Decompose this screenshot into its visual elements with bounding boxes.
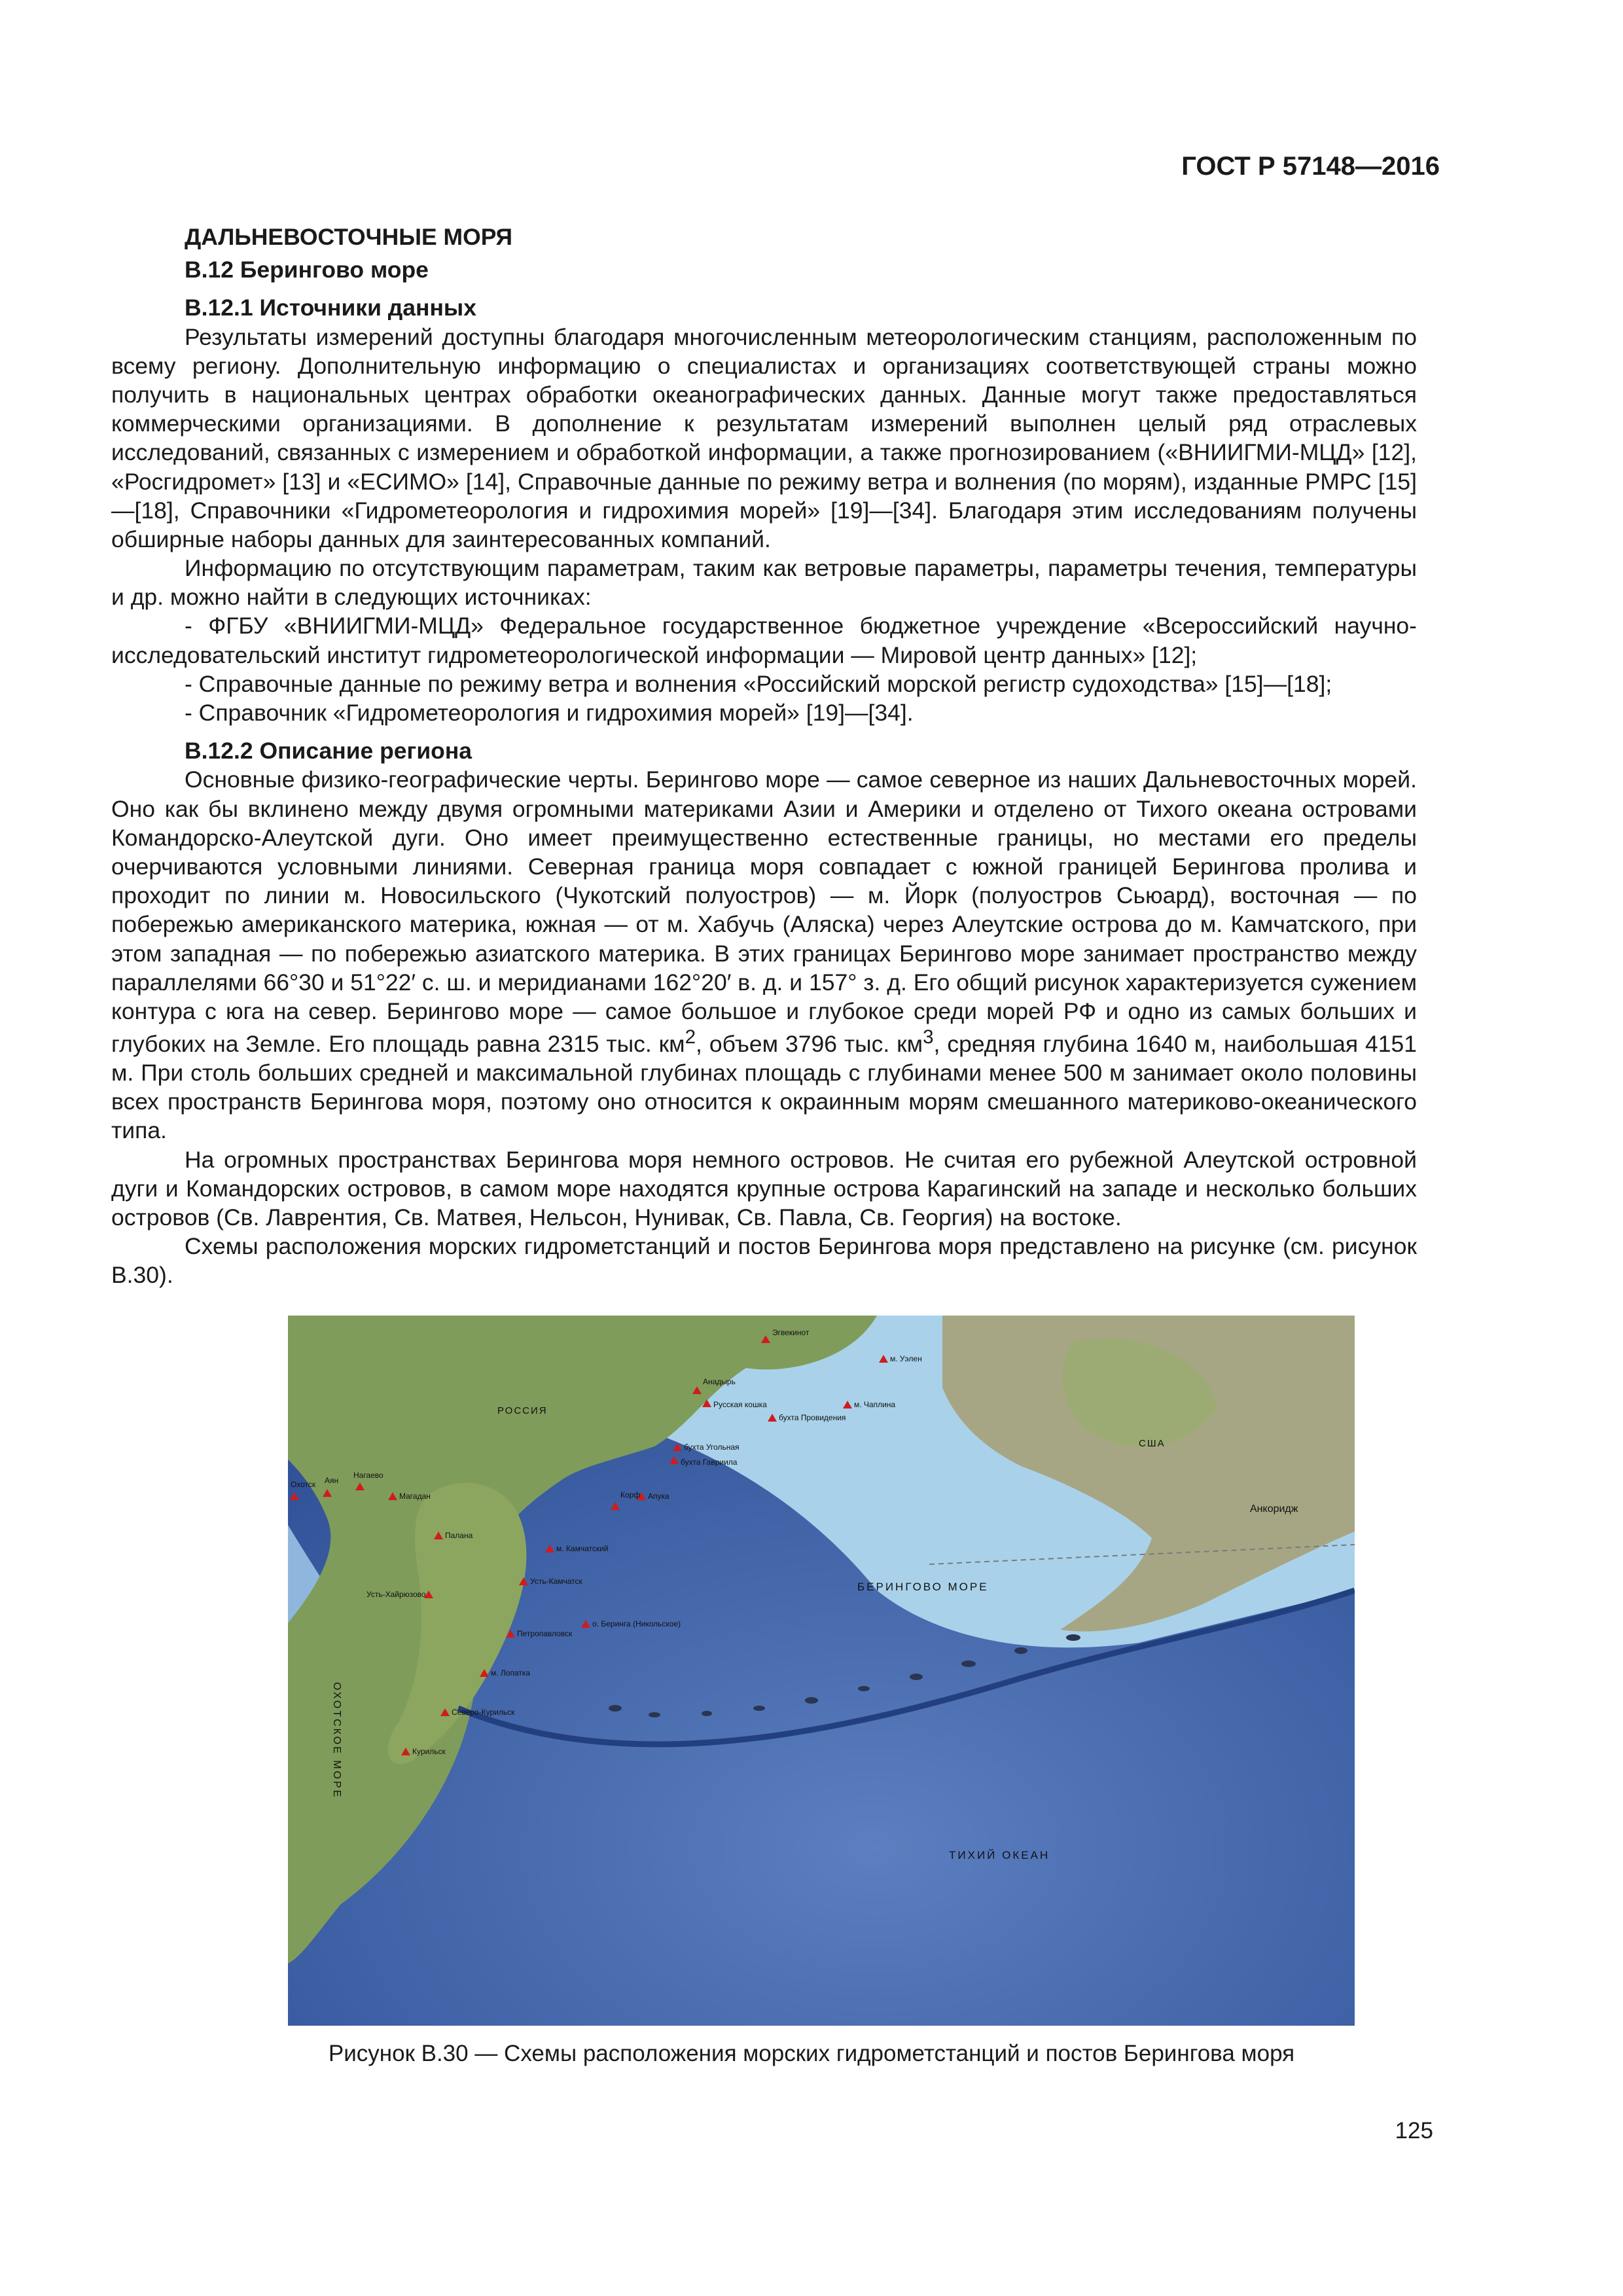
geo-text-a: Основные физико-географические черты. Берингово море — самое северное из наших Дальневосточных морей. Оно как бы вклинено между двумя огромными материками Азии и Америки и отделено от Тихого океана островами Командорско-Алеутской дуги. Оно имеет преимущественно естественные границы, но местами его пределы очерчиваются условными линиями. Северная граница моря совпадает с южной границей Берингова пролива и проходит по линии м. Новосильского (Чукотский полуостров) — м. Йорк (полуостров Сьюард), восточная — по побережью американского материка, южная — от м. Хабучь (Аляска) через Алеутские острова до м. Камчатского, при этом западная — по побережью азиатского материка. В этих границах Берингово море занимает пространство между параллелями 66°30 и 51°22′ с. ш. и меридианами 162°20′ в. д. и 157° з. д. Его общий рисунок характеризуется сужением контура с юга на север. Берингово море — самое большое и глубокое среди морей РФ и одно из самых больших и глубоких на Земле. Его площадь равна 2315 тыс. км xyxy=(111,766,1417,1057)
paragraph-islands: На огромных пространствах Берингова моря немного островов. Не считая его рубежной Алеутской островной дуги и Командорских островов, в самом море находятся крупные острова Карагинский на западе и несколько больших островов (Св. Лаврентия, Св. Матвея, Нельсон, Нунивак, Св. Павла, Св. Георгия) на востоке. xyxy=(111,1146,1417,1231)
map-svg xyxy=(288,1316,1355,2026)
label-russkaya-koshka: Русская кошка xyxy=(713,1400,767,1409)
label-pacific: ТИХИЙ ОКЕАН xyxy=(949,1849,1050,1861)
label-chaplina: м. Чаплина xyxy=(854,1400,896,1409)
label-kamchatsky: м. Камчатский xyxy=(556,1544,609,1553)
label-ust-khairyuzovo: Усть-Хайрюзово xyxy=(366,1590,426,1599)
label-bering-sea: БЕРИНГОВО МОРЕ xyxy=(857,1581,989,1593)
label-petropavlovsk: Петропавловск xyxy=(517,1629,573,1638)
label-provideniya: бухта Провидения xyxy=(779,1413,846,1422)
label-gavriila: бухта Гавриила xyxy=(681,1458,738,1467)
paragraph-sources: Результаты измерений доступны благодаря многочисленным метеорологическим станциям, расположенным по всему региону. Дополнительную информацию о специалистах и организациях соответствующей страны можно получить в национальных центрах обработки океанографических данных. Данные могут также предоставляться коммерческими организациями. В дополнение к результатам измерений выполнен целый ряд отраслевых исследований, связанных с измерением и обработкой информации, а также прогнозированием («ВНИИГМИ-МЦД» [12], «Росгидромет» [13] и «ЕСИМО» [14], Справочные данные по режиму ветра и волнения (по морям), изданные РМРС [15]—[18], Справочники «Гидрометеорология и гидрохимия морей» [19]—[34]. Благодаря этим исследованиям получены обширные наборы данных для заинтересованных компаний. xyxy=(111,323,1417,552)
label-egvekinot: Эгвекинот xyxy=(772,1328,810,1337)
label-uelen: м. Уэлен xyxy=(890,1354,922,1363)
list-item-vniigmi: - ФГБУ «ВНИИГМИ-МЦД» Федеральное государственное бюджетное учреждение «Всероссийский научно-исследовательский институт гидрометеорологической информации — Мировой центр данных» [12]; xyxy=(111,613,1417,668)
label-usa: США xyxy=(1139,1438,1166,1449)
label-kurilsk: Курильск xyxy=(412,1747,446,1756)
region-heading: ДАЛЬНЕВОСТОЧНЫЕ МОРЯ xyxy=(185,224,513,250)
label-anadyr: Анадырь xyxy=(703,1377,736,1386)
label-nagaevo: Нагаево xyxy=(353,1471,383,1480)
volume-exponent: 3 xyxy=(923,1026,934,1049)
label-magadan: Магадан xyxy=(399,1492,431,1501)
station-map xyxy=(288,1316,1355,2026)
list-item-rmrs: - Справочные данные по режиму ветра и волнения «Российский морской регистр судоходства» [15]—[18]; xyxy=(185,670,1332,697)
label-korf: Корф xyxy=(620,1490,641,1499)
figure-caption: Рисунок В.30 — Схемы расположения морских гидрометстанций и постов Берингова моря xyxy=(328,2041,1295,2066)
label-ayan: Аян xyxy=(325,1476,339,1485)
label-ust-kamchatsk: Усть-Камчатск xyxy=(530,1577,582,1586)
label-bering-island: о. Беринга (Никольское) xyxy=(592,1619,681,1628)
list-item-handbook: - Справочник «Гидрометеорология и гидрохимия морей» [19]—[34]. xyxy=(185,700,914,726)
label-russia: РОССИЯ xyxy=(497,1405,548,1416)
geo-text-c: , средняя глубина 1640 м, наибольшая 4151 м. При столь больших средней и максимальной глубинах площадь с глубинами менее 500 м занимает около половины всех пространств Берингова моря, поэтому оно относится к окраинным морям смешанного материково-океанического типа. xyxy=(111,1030,1417,1144)
section-heading: В.12 Берингово море xyxy=(185,257,429,283)
page-number: 125 xyxy=(1395,2118,1433,2144)
subsection-heading-region: В.12.2 Описание региона xyxy=(185,738,473,764)
label-severo-kurilsk: Северо-Курильск xyxy=(452,1708,515,1717)
label-okhotsk-sea: ОХОТСКОЕ МОРЕ xyxy=(331,1682,342,1799)
label-ugolnaya: бухта Угольная xyxy=(684,1443,740,1452)
paragraph-figure-ref: Схемы расположения морских гидрометстанций и постов Берингова моря представлено на рисунке (см. рисунок В.30). xyxy=(111,1233,1417,1289)
subsection-heading-sources: В.12.1 Источники данных xyxy=(185,295,476,321)
area-exponent: 2 xyxy=(685,1026,696,1049)
label-anchorage: Анкоридж xyxy=(1250,1503,1298,1515)
paragraph-geography xyxy=(111,765,1417,1145)
standard-number: ГОСТ Р 57148—2016 xyxy=(1181,152,1440,181)
geo-text-b: , объем 3796 тыс. км xyxy=(696,1030,923,1057)
document-body xyxy=(111,223,1417,1290)
paragraph-missing-params: Информацию по отсутствующим параметрам, таким как ветровые параметры, параметры течения, температуры и др. можно найти в следующих источниках: xyxy=(111,555,1417,611)
label-palana: Палана xyxy=(445,1531,473,1540)
label-okhotsk-station: Охотск xyxy=(291,1480,316,1489)
label-lopatka: м. Лопатка xyxy=(491,1668,531,1677)
label-apuka: Апука xyxy=(648,1492,669,1501)
